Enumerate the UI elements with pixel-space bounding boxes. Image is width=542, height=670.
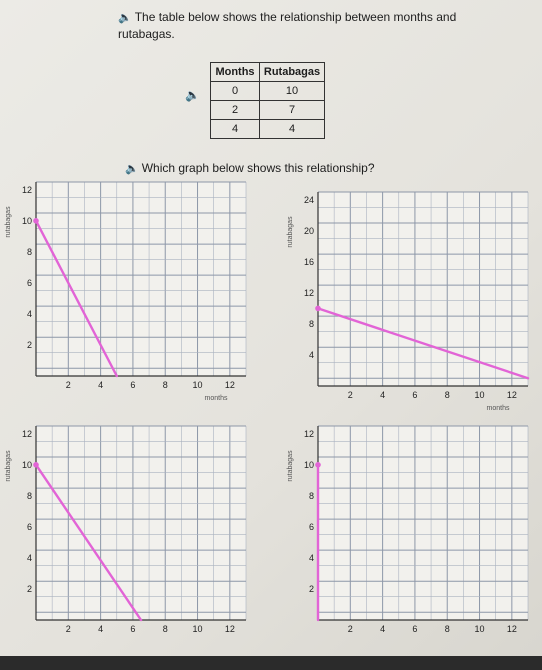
y-tick-label: 12 xyxy=(303,428,314,439)
y-tick-label: 16 xyxy=(303,256,314,267)
table-header-months: Months xyxy=(211,63,260,82)
bottom-bar xyxy=(0,656,542,670)
graph-d-svg xyxy=(282,420,542,655)
graph-b-svg xyxy=(282,186,542,421)
y-tick-label: 8 xyxy=(26,490,32,501)
x-tick-label: 10 xyxy=(474,390,485,400)
table-row xyxy=(211,120,325,139)
table-cell: 0 xyxy=(211,82,260,101)
y-tick-label: 12 xyxy=(21,428,32,439)
y-tick-label: 12 xyxy=(21,184,32,195)
x-tick-label: 6 xyxy=(130,380,136,390)
table-row xyxy=(211,82,325,101)
table-cell: 4 xyxy=(211,120,260,139)
y-tick-label: 2 xyxy=(308,583,314,594)
x-tick-label: 6 xyxy=(412,624,418,634)
x-tick-label: 2 xyxy=(65,380,71,390)
question-line-2: rutabagas. xyxy=(118,27,175,41)
y-tick-label: 4 xyxy=(26,552,32,563)
x-tick-label: 12 xyxy=(506,624,517,634)
x-tick-label: 4 xyxy=(98,380,104,390)
y-axis-title: rutabagas xyxy=(5,206,12,238)
data-point xyxy=(33,218,39,224)
graph-option-b[interactable] xyxy=(282,186,542,411)
x-tick-label: 8 xyxy=(444,390,450,400)
x-tick-label: 8 xyxy=(162,380,168,390)
y-tick-label: 6 xyxy=(26,277,32,288)
y-tick-label: 2 xyxy=(26,339,32,350)
graph-option-c[interactable] xyxy=(0,420,260,645)
table-cell: 2 xyxy=(211,101,260,120)
table-speaker-icon[interactable]: 🔈 xyxy=(185,88,200,102)
y-axis-title: rutabagas xyxy=(287,216,294,248)
data-point xyxy=(315,306,321,312)
x-tick-label: 10 xyxy=(192,624,203,634)
sub-question: 🔈 Which graph below shows this relationship? xyxy=(125,161,375,175)
data-point xyxy=(33,462,39,468)
x-tick-label: 10 xyxy=(192,380,203,390)
y-tick-label: 4 xyxy=(308,552,314,563)
y-tick-label: 24 xyxy=(303,194,314,205)
x-tick-label: 2 xyxy=(65,624,71,634)
y-tick-label: 10 xyxy=(21,459,32,470)
table-row xyxy=(211,101,325,120)
x-tick-label: 8 xyxy=(162,624,168,634)
x-tick-label: 12 xyxy=(506,390,517,400)
x-tick-label: 12 xyxy=(224,380,235,390)
graph-option-a[interactable] xyxy=(0,176,260,401)
y-tick-label: 6 xyxy=(26,521,32,532)
speaker-icon[interactable]: 🔈 xyxy=(118,12,132,24)
y-tick-label: 8 xyxy=(26,246,32,257)
table-header-rutabagas: Rutabagas xyxy=(260,63,325,82)
table-cell: 4 xyxy=(260,120,325,139)
speaker-icon[interactable]: 🔈 xyxy=(125,163,139,175)
x-axis-title: months xyxy=(486,405,510,412)
graph-option-d[interactable] xyxy=(282,420,542,645)
plot-area xyxy=(318,426,528,620)
question-line-1: 🔈 The table below shows the relationship between months and xyxy=(118,10,457,24)
y-tick-label: 10 xyxy=(21,215,32,226)
x-axis-title: months xyxy=(204,395,228,402)
x-tick-label: 4 xyxy=(98,624,104,634)
y-tick-label: 2 xyxy=(26,583,32,594)
y-tick-label: 20 xyxy=(303,225,314,236)
y-tick-label: 6 xyxy=(308,521,314,532)
data-point xyxy=(315,462,321,468)
graph-a-svg xyxy=(0,176,260,411)
table-cell: 10 xyxy=(260,82,325,101)
x-tick-label: 12 xyxy=(224,624,235,634)
y-tick-label: 4 xyxy=(308,349,314,360)
y-tick-label: 4 xyxy=(26,308,32,319)
x-tick-label: 4 xyxy=(380,390,386,400)
x-tick-label: 10 xyxy=(474,624,485,634)
y-tick-label: 8 xyxy=(308,490,314,501)
y-axis-title: rutabagas xyxy=(5,450,12,482)
x-tick-label: 2 xyxy=(347,390,353,400)
y-tick-label: 8 xyxy=(308,318,314,329)
y-tick-label: 10 xyxy=(303,459,314,470)
y-axis-title: rutabagas xyxy=(287,450,294,482)
graph-c-svg xyxy=(0,420,260,655)
y-tick-label: 12 xyxy=(303,287,314,298)
x-tick-label: 6 xyxy=(412,390,418,400)
plot-area xyxy=(318,192,528,386)
table-cell: 7 xyxy=(260,101,325,120)
plot-area xyxy=(36,426,246,620)
x-tick-label: 4 xyxy=(380,624,386,634)
months-rutabagas-table xyxy=(210,62,325,139)
x-tick-label: 6 xyxy=(130,624,136,634)
x-tick-label: 8 xyxy=(444,624,450,634)
x-tick-label: 2 xyxy=(347,624,353,634)
